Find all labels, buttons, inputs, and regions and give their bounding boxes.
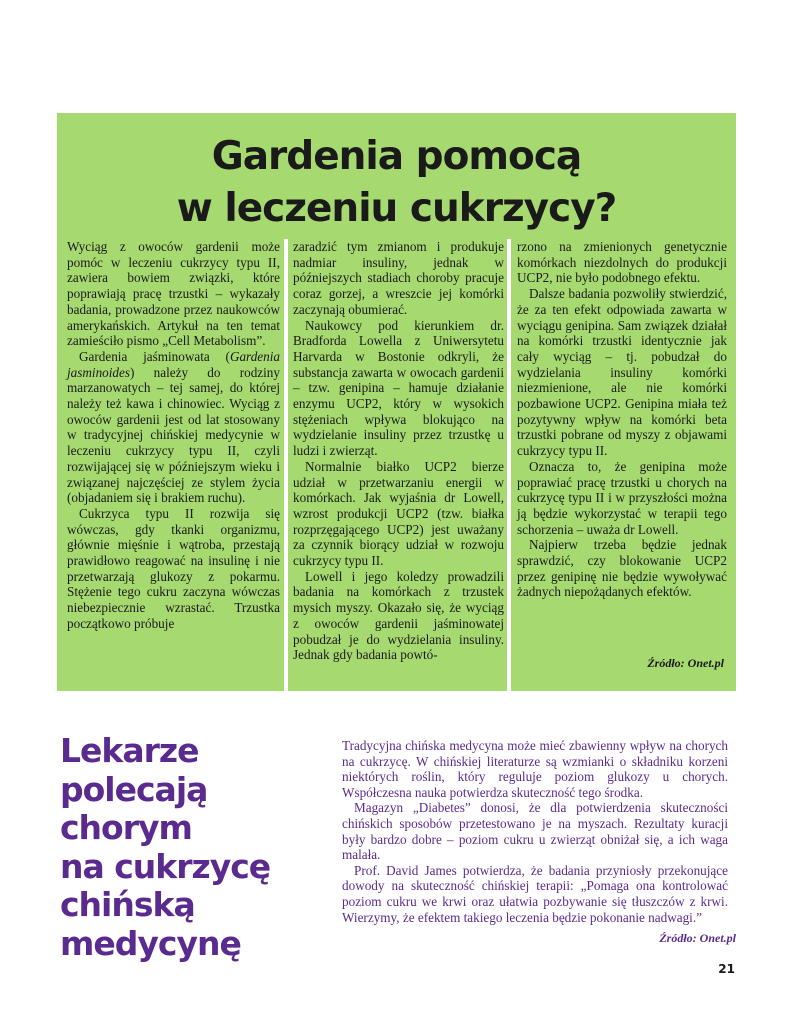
article-source: Źródło: Onet.pl [647,656,724,670]
page-number: 21 [718,962,735,976]
headline-line: na cukrzycę [60,846,271,886]
column-divider [284,239,288,691]
article-headline-2 [60,732,330,963]
latin-name: Gardenia jasminoides [67,348,280,380]
headline-line-1: Gardenia pomocą [211,134,582,179]
paragraph: zaradzić tym zmianom i produkuje nadmiar insuliny, jednak w późniejszych stadiach choroby pracuje coraz gorzej, a wreszcie jej komórki zaczynają obumierać. [293,239,504,317]
article-column-2 [293,239,504,691]
article-column-1 [67,239,280,691]
article-box-gardenia [57,113,736,691]
paragraph: Dalsze badania pozwoliły stwierdzić, że za ten efekt odpowiada zawarta w wyciągu genipina. Sam związek działał na komórki trzustki identycznie jak cały wyciąg – tj. pobudzał do wydzielania insuliny komórki niezmienione, ale nie komórki pozbawione UCP2. Genipina miała też pozytywny wpływ na komórki beta trzustki pobrane od myszy z objawami cukrzycy typu II. [517,286,727,459]
paragraph: Magazyn „Diabetes” donosi, że dla potwierdzenia skuteczności chińskich sposobów przetestowano je na myszach. Rezultaty kuracji były bardzo dobre – poziom cukru u zwierząt obniżał się, a ich waga malała. [342,800,728,863]
paragraph: Wyciąg z owoców gardenii może pomóc w leczeniu cukrzycy typu II, zawiera bowiem związki, które poprawiają pracę trzustki – wykazały badania, prowadzone przez naukowców amerykańskich. Artykuł na ten temat zamieściło pismo „Cell Metabolism”. [67,239,280,349]
paragraph: Cukrzyca typu II rozwija się wówczas, gdy tkanki organizmu, głównie mięśnie i wątroba, przestają prawidłowo reagować na insulinę i nie przetwarzają glukozy z pokarmu. Stężenie tego cukru zaczyna wówczas niebezpiecznie wzrastać. Trzustka początkowo próbuje [67,505,280,631]
headline-line: medycynę [60,923,241,963]
article-body-2 [342,738,728,925]
headline-line: chińską [60,885,195,924]
article-headline [57,131,736,235]
paragraph: Lowell i jego koledzy prowadzili badania na komórkach z trzustek mysich myszy. Okazało się, że wyciąg z owoców gardenii jaśminowatej pobudzał je do wydzielania insuliny. Jednak gdy badania powtó- [293,568,504,663]
paragraph: Prof. David James potwierdza, że badania przyniosły przekonujące dowody na skuteczność chińskiej terapii: „Pomaga ona kontrolować poziom cukru we krwi oraz ułatwia pozbywanie się tłuszczów z krwi. Wierzymy, że efektem takiego leczenia będzie pokonanie nadwagi.” [342,862,728,925]
paragraph: Najpierw trzeba będzie jednak sprawdzić, czy blokowanie UCP2 przez genipinę nie będzie wywoływać żadnych niepożądanych efektów. [517,537,727,600]
article-column-3 [517,239,727,691]
paragraph: Naukowcy pod kierunkiem dr. Bradforda Lowella z Uniwersytetu Harvarda w Bostonie odkryli, że substancja zawarta w owocach gardenii – tzw. genipina – hamuje działanie enzymu UCP2, który w wysokich stężeniach wpływa blokująco na wydzielanie insuliny przez trzustkę u ludzi i zwierząt. [293,317,504,459]
paragraph: Oznacza to, że genipina może poprawiać pracę trzustki u chorych na cukrzycę typu II i w przyszłości można ją będzie wykorzystać w terapii tego schorzenia – uważa dr Lowell. [517,458,727,537]
headline-line: chorym [60,808,192,847]
headline-line-2: w leczeniu cukrzycy? [176,186,617,231]
paragraph: rzono na zmienionych genetycznie komórkach niezdolnych do produkcji UCP2, nie było podobnego efektu. [517,239,727,286]
paragraph: Normalnie białko UCP2 bierze udział w przetwarzaniu energii w komórkach. Jak wyjaśnia dr Lowell, wzrost produkcji UCP2 (tzw. białka rozprzęgającego UCP2) jest uważany za czynnik biorący udział w rozwoju cukrzycy typu II. [293,458,504,569]
paragraph: Gardenia jaśminowata (Gardenia jasminoides) należy do rodziny marzanowatych – tej samej, do której należy też kawa i chinowiec. Wyciąg z owoców gardenii jest od lat stosowany w tradycyjnej chińskiej medycynie w leczeniu cukrzycy typu II, czyli rozwijającej się w późniejszym wieku i związanej najczęściej ze stylem życia (objadaniem się i brakiem ruchu). [67,348,280,506]
column-divider [507,239,511,691]
article-source-2: Źródło: Onet.pl [659,931,736,945]
headline-line: Lekarze polecają [60,731,208,809]
paragraph: Tradycyjna chińska medycyna może mieć zbawienny wpływ na chorych na cukrzycę. W chińskiej literaturze są wzmianki o składniku korzeni niektórych roślin, który reguluje poziom glukozy u chorych. Współczesna nauka potwierdza skuteczność tego środka. [342,738,728,800]
